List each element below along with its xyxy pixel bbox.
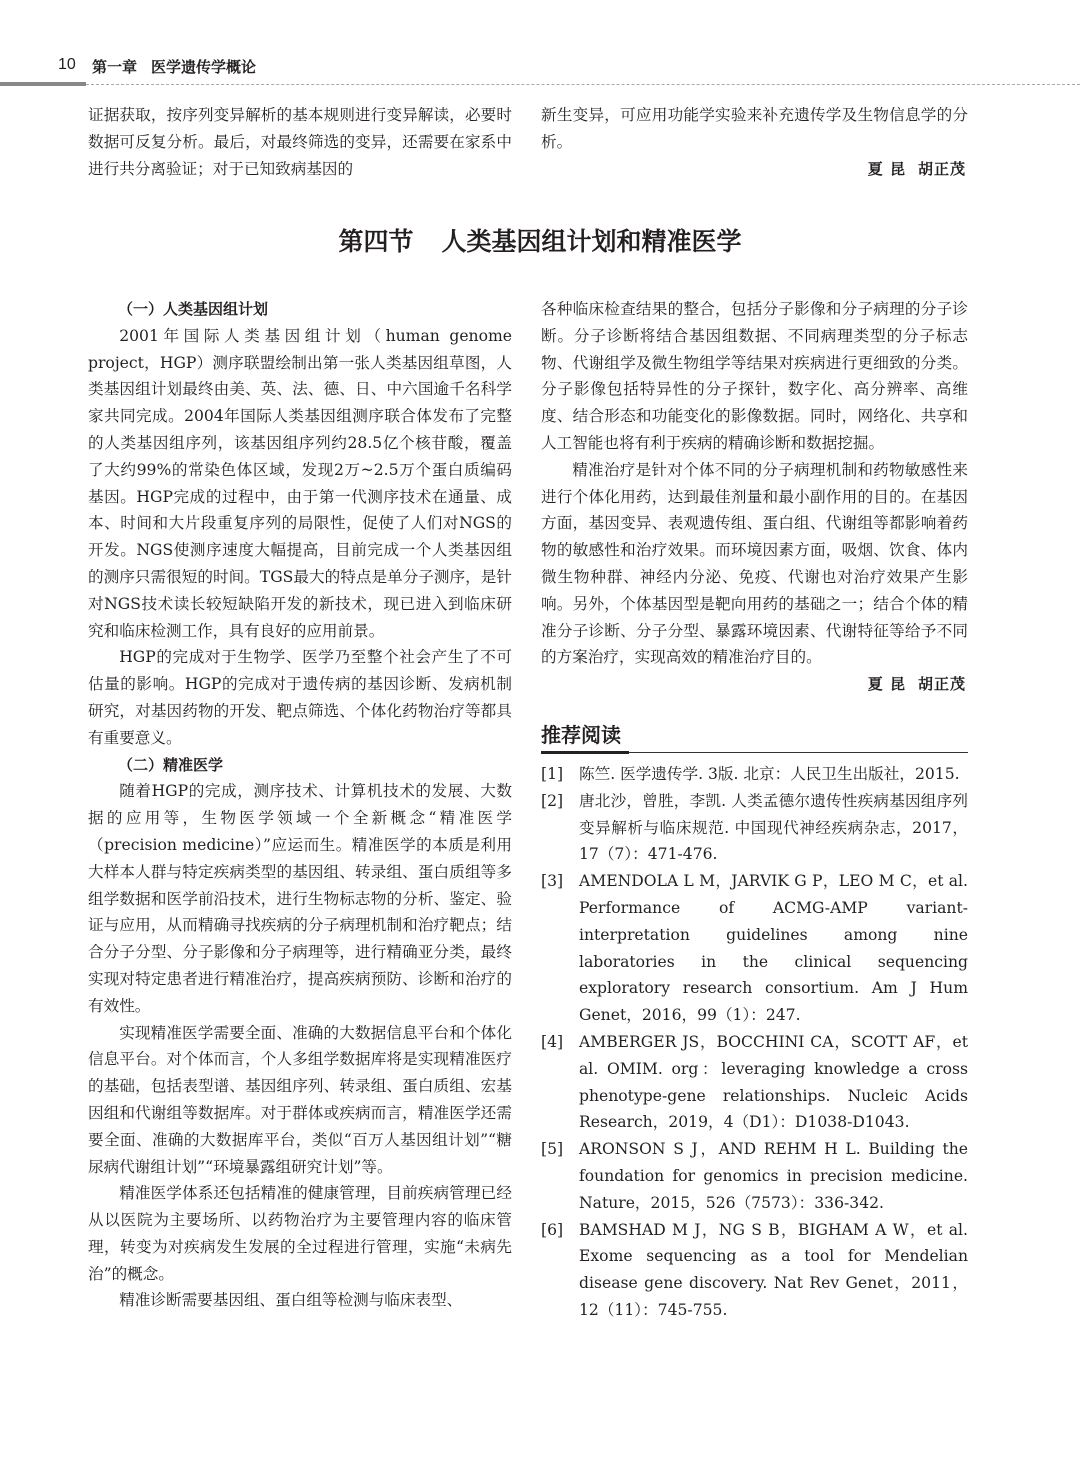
chapter-heading — [92, 56, 270, 77]
reference-list — [541, 761, 968, 1324]
paragraph: 2001年国际人类基因组计划（human genome project，HGP）测序联盟绘制出第一张人类基因组草图，人类基因组计划最终由美、英、法、德、日、中六国逾千名科学家共同完成。2004年国际人类基因组测序联合体发布了完整的人类基因组序列，该基因组序列约28.5亿个核苷酸，覆盖了大约99%的常染色体区域，发现2万~2.5万个蛋白质编码基因。HGP完成的过程中，由于第一代测序技术在通量、成本、时间和大片段重复序列的局限性，促使了人们对NGS的开发。NGS使测序速度大幅提高，目前完成一个人类基因组的测序只需很短的时间。TGS最大的特点是单分子测序，是针对NGS技术读长较短缺陷开发的新技术，现已进入到临床研究和临床检测工作，具有良好的应用前景。 — [88, 326, 512, 640]
header-rule-dashed — [86, 84, 1080, 85]
author-signature — [541, 671, 968, 698]
reference-item — [541, 1029, 968, 1136]
paragraph: 精准治疗是针对个体不同的分子病理机制和药物敏感性来进行个体化用药，达到最佳剂量和最小副作用的目的。在基因方面，基因变异、表观遗传组、蛋白组、代谢组等都影响着药物的敏感性和治疗效果。而环境因素方面，吸烟、饮食、体内微生物种群、神经内分泌、免疫、代谢也对治疗效果产生影响。另外，个体基因型是靶向用药的基础之一；结合个体的精准分子诊断、分子分型、暴露环境因素、代谢特征等给予不同的方案治疗，实现高效的精准治疗目的。 — [541, 460, 968, 667]
paragraph: 证据获取，按序列变异解析的基本规则进行变异解读，必要时数据可反复分析。最后，对最终筛选的变异，还需要在家系中进行共分离验证；对于已知致病基因的 — [88, 106, 512, 178]
reference-number: [4] — [541, 1032, 564, 1051]
reference-item — [541, 868, 968, 1029]
section-number: 第四节 — [338, 227, 414, 256]
author-name: 夏 昆 — [867, 675, 906, 694]
chapter-number: 第一章 — [92, 58, 138, 76]
reference-text: ARONSON S J，AND REHM H L. Building the foundation for genomics in precision medicine. Nature，2015，526（7573）：336-342. — [579, 1140, 968, 1212]
author-name: 胡正茂 — [917, 159, 966, 178]
page-number: 10 — [58, 56, 76, 73]
chapter-title: 医学遗传学概论 — [151, 58, 257, 76]
right-column — [541, 296, 968, 1324]
header-rule-solid — [0, 82, 86, 86]
subsection-heading: （二）精准医学 — [118, 755, 224, 774]
reference-item — [541, 788, 968, 868]
reference-number: [1] — [541, 764, 564, 783]
reference-text: AMENDOLA L M，JARVIK G P，LEO M C，et al. Performance of ACMG-AMP variant-interpretation guidelines among nine laboratories in the clinical sequencing exploratory research consortium. Am J Hum Genet，2016，99（1）：247. — [579, 872, 968, 1025]
paragraph: 精准诊断需要基因组、蛋白组等检测与临床表型、 — [119, 1291, 463, 1310]
reference-number: [3] — [541, 872, 564, 891]
paragraph: 新生变异，可应用功能学实验来补充遗传学及生物信息学的分析。 — [541, 106, 968, 151]
top-left-column — [88, 102, 512, 182]
reference-item — [541, 1217, 968, 1324]
author-signature — [541, 156, 968, 183]
left-column — [88, 296, 512, 1314]
paragraph: 随着HGP的完成，测序技术、计算机技术的发展、大数据的应用等，生物医学领域一个全新概念“精准医学（precision medicine）”应运而生。精准医学的本质是利用大样本人群与特定疾病类型的基因组、转录组、蛋白质组等多组学数据和医学前沿技术，进行生物标志物的分析、鉴定、验证与应用，从而精确寻找疾病的分子病理机制和治疗靶点；结合分子分型、分子影像和分子病理等，进行精确亚分类，最终实现对特定患者进行精准治疗，提高疾病预防、诊断和治疗的有效性。 — [88, 782, 512, 1015]
reference-number: [5] — [541, 1140, 564, 1159]
author-name: 夏 昆 — [867, 159, 906, 178]
paragraph: 精准医学体系还包括精准的健康管理，目前疾病管理已经从以医院为主要场所、以药物治疗为主要管理内容的临床管理，转变为对疾病发生发展的全过程进行管理，实施“未病先治”的概念。 — [88, 1184, 512, 1283]
paragraph: 各种临床检查结果的整合，包括分子影像和分子病理的分子诊断。分子诊断将结合基因组数据、不同病理类型的分子标志物、代谢组学及微生物组学等结果对疾病进行更细致的分类。分子影像包括特异性的分子探针，数字化、高分辨率、高维度、结合形态和功能变化的影像数据。同时，网络化、共享和人工智能也将有利于疾病的精确诊断和数据挖掘。 — [541, 300, 968, 452]
reference-item — [541, 761, 968, 788]
subsection-heading: （一）人类基因组计划 — [118, 300, 269, 318]
paragraph: HGP的完成对于生物学、医学乃至整个社会产生了不可估量的影响。HGP的完成对于遗传病的基因诊断、发病机制研究，对基因药物的开发、靶点筛选、个体化药物治疗等都具有重要意义。 — [88, 648, 512, 747]
paragraph: 实现精准医学需要全面、准确的大数据信息平台和个体化信息平台。对个体而言，个人多组学数据库将是实现精准医疗的基础，包括表型谱、基因组序列、转录组、蛋白质组、宏基因组和代谢组等数据库。对于群体或疾病而言，精准医学还需要全面、准确的大数据库平台，类似“百万人基因组计划”“糖尿病代谢组计划”“环境暴露组研究计划”等。 — [88, 1023, 512, 1176]
section-title — [0, 222, 1080, 258]
top-right-column — [541, 102, 968, 182]
reference-text: AMBERGER JS，BOCCHINI CA，SCOTT AF，et al. OMIM. org：leveraging knowledge a cross phenotype-gene relationships. Nucleic Acids Research，2019，4（D1）：D1038-D1043. — [579, 1032, 968, 1132]
reference-number: [6] — [541, 1220, 564, 1239]
reference-text: 陈竺. 医学遗传学. 3版. 北京：人民卫生出版社，2015. — [579, 764, 960, 783]
author-name: 胡正茂 — [917, 675, 966, 694]
recommended-reading-heading: 推荐阅读 — [541, 720, 968, 753]
reference-number: [2] — [541, 791, 564, 810]
running-header — [0, 56, 1080, 86]
reference-text: 唐北沙，曾胜，李凯. 人类孟德尔遗传性疾病基因组序列变异解析与临床规范. 中国现代神经疾病杂志，2017，17（7）：471-476. — [579, 791, 968, 864]
reference-text: BAMSHAD M J，NG S B，BIGHAM A W，et al. Exome sequencing as a tool for Mendelian disease gene discovery. Nat Rev Genet，2011，12（11）：745-755. — [579, 1220, 968, 1319]
reference-item — [541, 1136, 968, 1216]
section-title-text: 人类基因组计划和精准医学 — [441, 227, 742, 256]
